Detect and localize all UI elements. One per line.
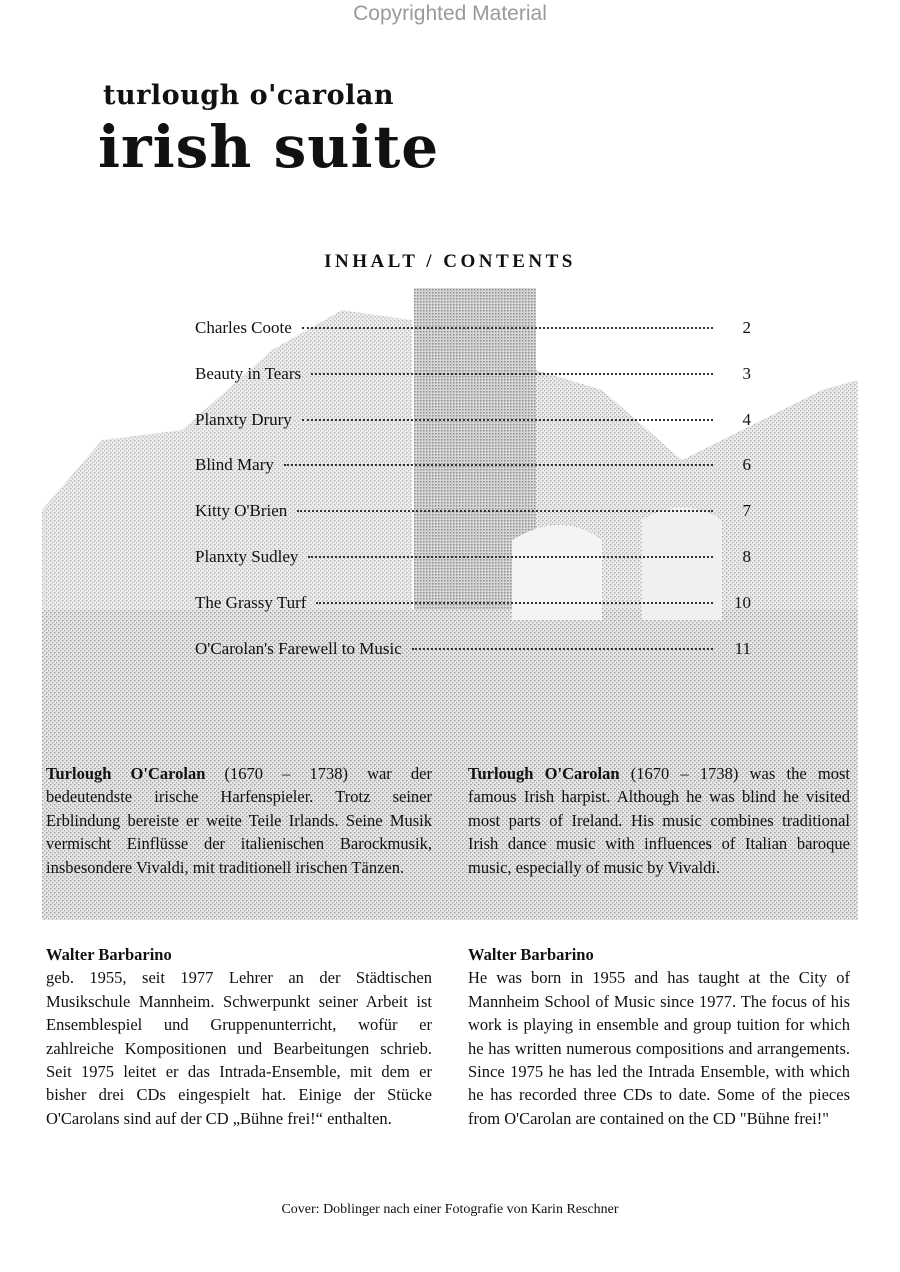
- toc-leader: [297, 510, 713, 512]
- toc-leader: [412, 648, 713, 650]
- bio-text: (1670 – 1738) war der bedeutendste irische Harfenspieler. Trotz seiner Erblindung bereiste er weite Teile Irlands. Seine Musik vermischt Einflüsse der italienischen Barockmusik, insbesondere Vivaldi, mit traditionell irischen Tänzen.: [46, 764, 432, 877]
- toc-leader: [302, 327, 713, 329]
- toc-page: 7: [742, 501, 751, 521]
- bio-barbarino-english: [468, 943, 850, 1130]
- bio-carolan-english: [468, 762, 850, 879]
- toc-title: Kitty O'Brien: [195, 501, 288, 521]
- cover-credit: Cover: Doblinger nach einer Fotografie von Karin Reschner: [281, 1202, 619, 1217]
- toc-leader: [311, 373, 713, 375]
- toc-page: 10: [734, 592, 751, 612]
- toc-leader: [316, 602, 713, 604]
- bio-name: Walter Barbarino: [46, 945, 172, 964]
- bio-name: Turlough O'Carolan: [46, 764, 206, 783]
- bio-name: Turlough O'Carolan: [468, 764, 620, 783]
- toc-leader: [284, 464, 713, 466]
- toc-leader: [308, 556, 713, 558]
- copyright-watermark: Copyrighted Material: [353, 2, 547, 25]
- toc-title: O'Carolan's Farewell to Music: [195, 638, 402, 658]
- bio-name: Walter Barbarino: [468, 945, 594, 964]
- toc-title: Charles Coote: [195, 318, 292, 337]
- toc-page: 2: [742, 318, 751, 337]
- bio-carolan-german: [46, 762, 432, 879]
- toc-entry: [195, 639, 751, 685]
- toc-page: 4: [742, 409, 751, 429]
- toc-title: The Grassy Turf: [195, 592, 307, 612]
- composer-name: turlough o'carolan: [103, 80, 394, 111]
- toc-page: 6: [742, 455, 751, 475]
- toc-title: Blind Mary: [195, 455, 274, 475]
- toc-page: 11: [734, 638, 751, 658]
- bio-barbarino-german: [46, 943, 432, 1130]
- toc-entry: [195, 410, 751, 456]
- bio-text: (1670 – 1738) was the most famous Irish harpist. Although he was blind he visited most parts of Ireland. His music combines traditional Irish dance music with influences of Italian baroque music, especially of music by Vivaldi.: [468, 764, 850, 877]
- toc-entry: [195, 455, 751, 501]
- table-of-contents: [195, 318, 751, 684]
- bio-text: geb. 1955, seit 1977 Lehrer an der Städtischen Musikschule Mannheim. Schwerpunkt seiner Arbeit ist Ensemblespiel und Gruppenunterricht, wofür er zahlreiche Kompositionen und Bearbeitungen schrieb. Seit 1975 leitet er das Intrada-Ensemble, mit dem er bisher drei CDs eingespielt hat. Einige der Stücke O'Carolans sind auf der CD „Bühne frei!“ enthalten.: [46, 968, 432, 1128]
- toc-title: Planxty Drury: [195, 409, 292, 429]
- page-title: irish suite: [98, 113, 440, 181]
- toc-leader: [302, 419, 713, 421]
- toc-entry: [195, 318, 751, 364]
- toc-entry: [195, 593, 751, 639]
- toc-entry: [195, 364, 751, 410]
- toc-entry: [195, 547, 751, 593]
- toc-title: Beauty in Tears: [195, 363, 302, 383]
- toc-page: 8: [742, 546, 751, 566]
- toc-title: Planxty Sudley: [195, 546, 299, 566]
- toc-page: 3: [742, 363, 751, 383]
- toc-entry: [195, 501, 751, 547]
- bio-text: He was born in 1955 and has taught at the City of Mannheim School of Music since 1977. The focus of his work is playing in ensemble and group tuition for which he has written numerous compositions and arrangements. Since 1975 he has led the Intrada Ensemble, with which he has recorded three CDs to date. Some of the pieces from O'Carolan are contained on the CD "Bühne frei!": [468, 968, 850, 1128]
- contents-heading: INHALT / CONTENTS: [324, 251, 576, 272]
